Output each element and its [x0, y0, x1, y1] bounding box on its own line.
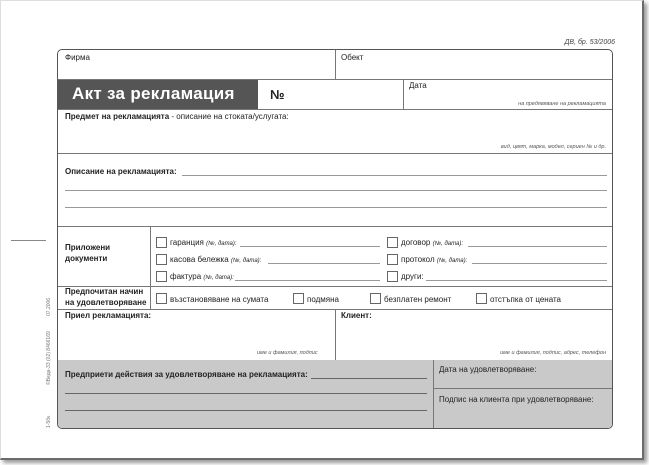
replacement-checkbox[interactable] [293, 293, 304, 304]
invoice-line[interactable] [235, 280, 380, 281]
refund-checkbox[interactable] [156, 293, 167, 304]
actions-line[interactable] [311, 378, 427, 379]
discount-checkbox[interactable] [476, 293, 487, 304]
divider [433, 360, 434, 428]
actions-label: Предприети действия за удовлетворяване на рекламацията: [65, 370, 308, 379]
satisfaction-date-label: Дата на удовлетворяване: [439, 365, 537, 374]
divider [335, 309, 336, 360]
actions-line[interactable] [65, 410, 427, 411]
side-code: 1-5бк [46, 415, 52, 428]
free-repair-checkbox[interactable] [370, 293, 381, 304]
receipt-checkbox[interactable] [156, 254, 167, 265]
divider [58, 153, 612, 154]
actions-line[interactable] [65, 393, 427, 394]
divider [335, 50, 336, 79]
refund-label: възстановяване на сумата [170, 295, 269, 304]
client-signature-label: Подпис на клиента при удовлетворяване: [439, 395, 594, 404]
client-hint: име и фамилия, подпис, адрес, телефон [500, 350, 606, 356]
description-line[interactable] [65, 207, 607, 208]
attached-label-1: Приложени [65, 243, 111, 252]
invoice-label: фактура (№, дата): [170, 272, 234, 281]
contract-line[interactable] [468, 246, 607, 247]
preferred-label-1: Предпочитан начин [65, 287, 144, 296]
free-repair-label: безплатен ремонт [384, 295, 452, 304]
accepted-label: Приел рекламацията: [65, 311, 152, 320]
description-line[interactable] [65, 190, 607, 191]
firma-label: Фирма [65, 53, 90, 62]
accepted-hint: име и фамилия, подпис [257, 350, 318, 356]
other-checkbox[interactable] [387, 271, 398, 282]
protocol-label: протокол (№, дата): [401, 255, 468, 264]
reference-text: ДВ, бр. 53/2006 [564, 39, 615, 46]
replacement-label: подмяна [307, 295, 339, 304]
guarantee-checkbox[interactable] [156, 237, 167, 248]
complaint-form [57, 49, 613, 429]
attached-label-2: документи [65, 254, 108, 263]
description-label: Описание на рекламацията: [65, 167, 177, 176]
number-label: № [270, 87, 285, 102]
contract-label: договор (№, дата): [401, 238, 464, 247]
description-line[interactable] [182, 175, 607, 176]
receipt-label: касова бележка (№, дата): [170, 255, 262, 264]
protocol-checkbox[interactable] [387, 254, 398, 265]
client-label: Клиент: [341, 311, 372, 320]
subject-label: Предмет на рекламацията - описание на стоката/услугата: [65, 112, 289, 121]
obekt-label: Обект [341, 53, 364, 62]
divider [433, 388, 612, 389]
other-label: други: [401, 272, 424, 281]
date-hint: на предявяване на рекламацията [518, 101, 606, 107]
fold-mark [11, 240, 46, 241]
preferred-label-2: на удовлетворяване [65, 298, 147, 307]
side-year: 07.2006 [46, 297, 52, 316]
receipt-line[interactable] [268, 263, 380, 264]
divider [58, 109, 612, 110]
invoice-checkbox[interactable] [156, 271, 167, 282]
guarantee-line[interactable] [240, 246, 380, 247]
side-printer: ©Веда-33 (02) 8466169 [46, 331, 52, 385]
discount-label: отстъпка от цената [490, 295, 562, 304]
protocol-line[interactable] [472, 263, 607, 264]
divider [403, 79, 404, 109]
other-line[interactable] [426, 280, 607, 281]
guarantee-label: гаранция (№, дата): [170, 238, 237, 247]
subject-hint: вид, цвят, марка, модел, сериен № и др. [500, 144, 606, 150]
contract-checkbox[interactable] [387, 237, 398, 248]
date-label: Дата [409, 81, 427, 90]
form-title-box [58, 80, 258, 109]
form-title: Акт за рекламация [72, 84, 235, 103]
divider [58, 226, 612, 227]
divider [150, 226, 151, 310]
